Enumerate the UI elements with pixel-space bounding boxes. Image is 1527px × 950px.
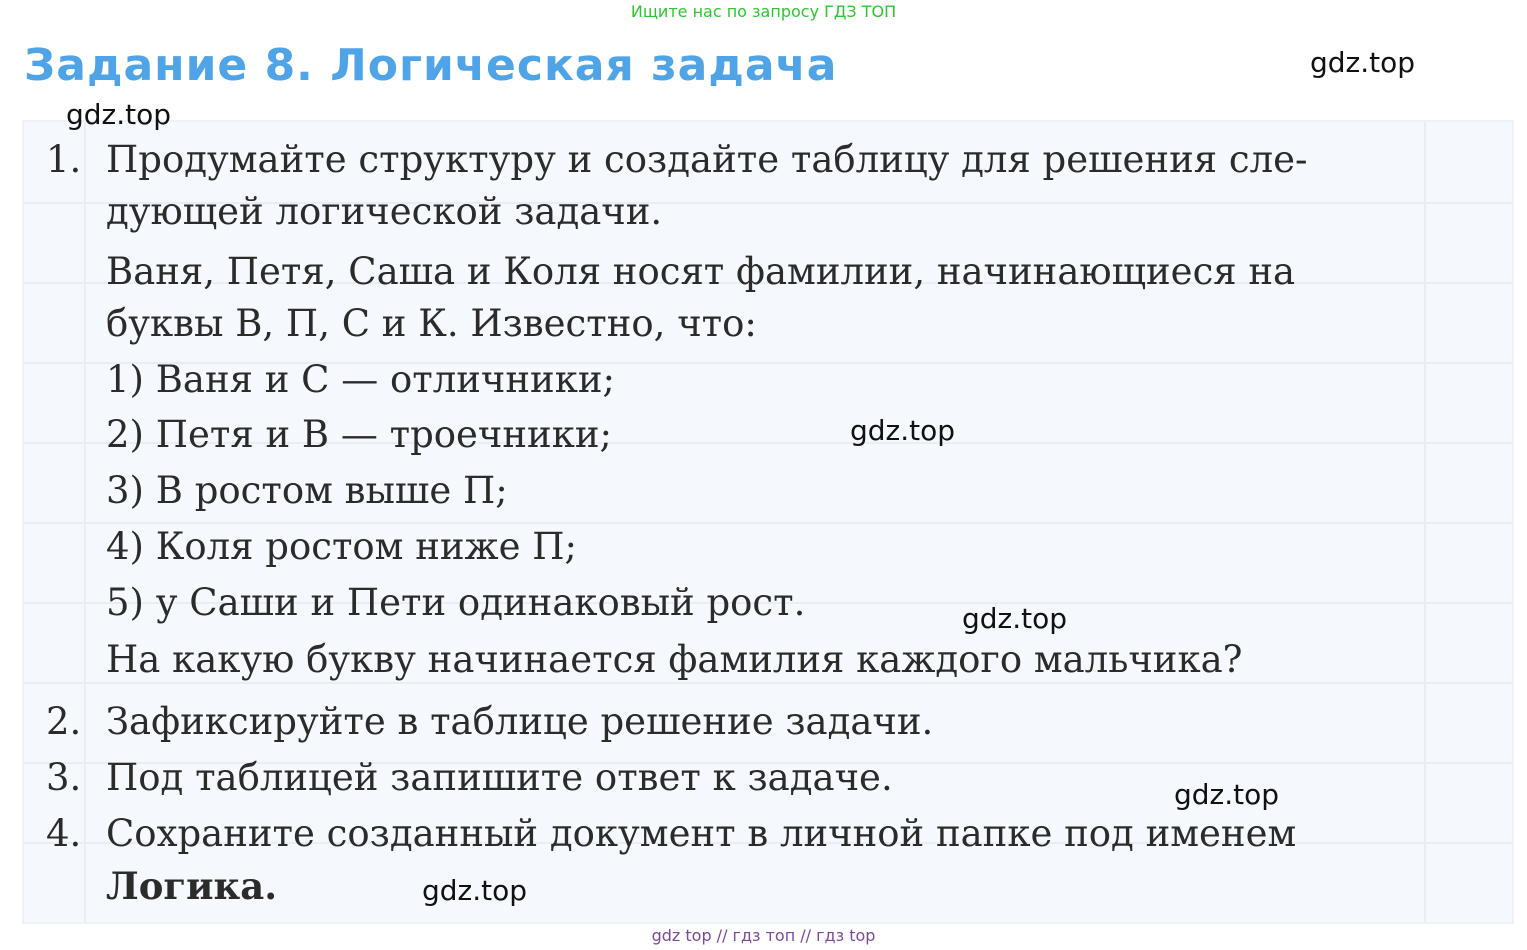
condition-2: 2) Петя и В — троечники; [106,413,612,456]
item1-line2: дующей логической задачи. [106,190,663,233]
watermark: gdz.top [422,874,528,907]
search-hint: Ищите нас по запросу ГДЗ ТОП [630,2,897,21]
watermark: gdz.top [962,602,1068,635]
watermark: gdz.top [850,414,956,447]
watermark: gdz.top [1310,46,1416,79]
item1-line1: Продумайте структуру и создайте таблицу для решения сле- [106,138,1308,181]
condition-1: 1) Ваня и С — отличники; [106,358,615,401]
item-number: 2. [46,700,82,743]
item-number: 3. [46,756,82,799]
watermark: gdz.top [1174,778,1280,811]
item3-text: Под таблицей запишите ответ к задаче. [106,756,893,799]
question: На какую букву начинается фамилия каждого мальчика? [106,638,1243,681]
problem-text-line2: буквы В, П, С и К. Известно, что: [106,302,757,345]
item2-text: Зафиксируйте в таблице решение задачи. [106,700,934,743]
condition-4: 4) Коля ростом ниже П; [106,525,577,568]
item-number: 1. [46,138,82,181]
problem-text-line1: Ваня, Петя, Саша и Коля носят фамилии, начинающиеся на [106,250,1296,293]
footer-note: gdz top // гдз топ // гдз top [651,926,876,945]
faded-background-table [22,120,1514,924]
page-title: Задание 8. Логическая задача [24,40,838,91]
condition-5: 5) у Саши и Пети одинаковый рост. [106,581,806,624]
watermark: gdz.top [66,98,172,131]
document-name: Логика. [106,864,278,908]
item-number: 4. [46,812,82,855]
item4-text: Сохраните созданный документ в личной папке под именем [106,812,1297,855]
condition-3: 3) В ростом выше П; [106,469,508,512]
